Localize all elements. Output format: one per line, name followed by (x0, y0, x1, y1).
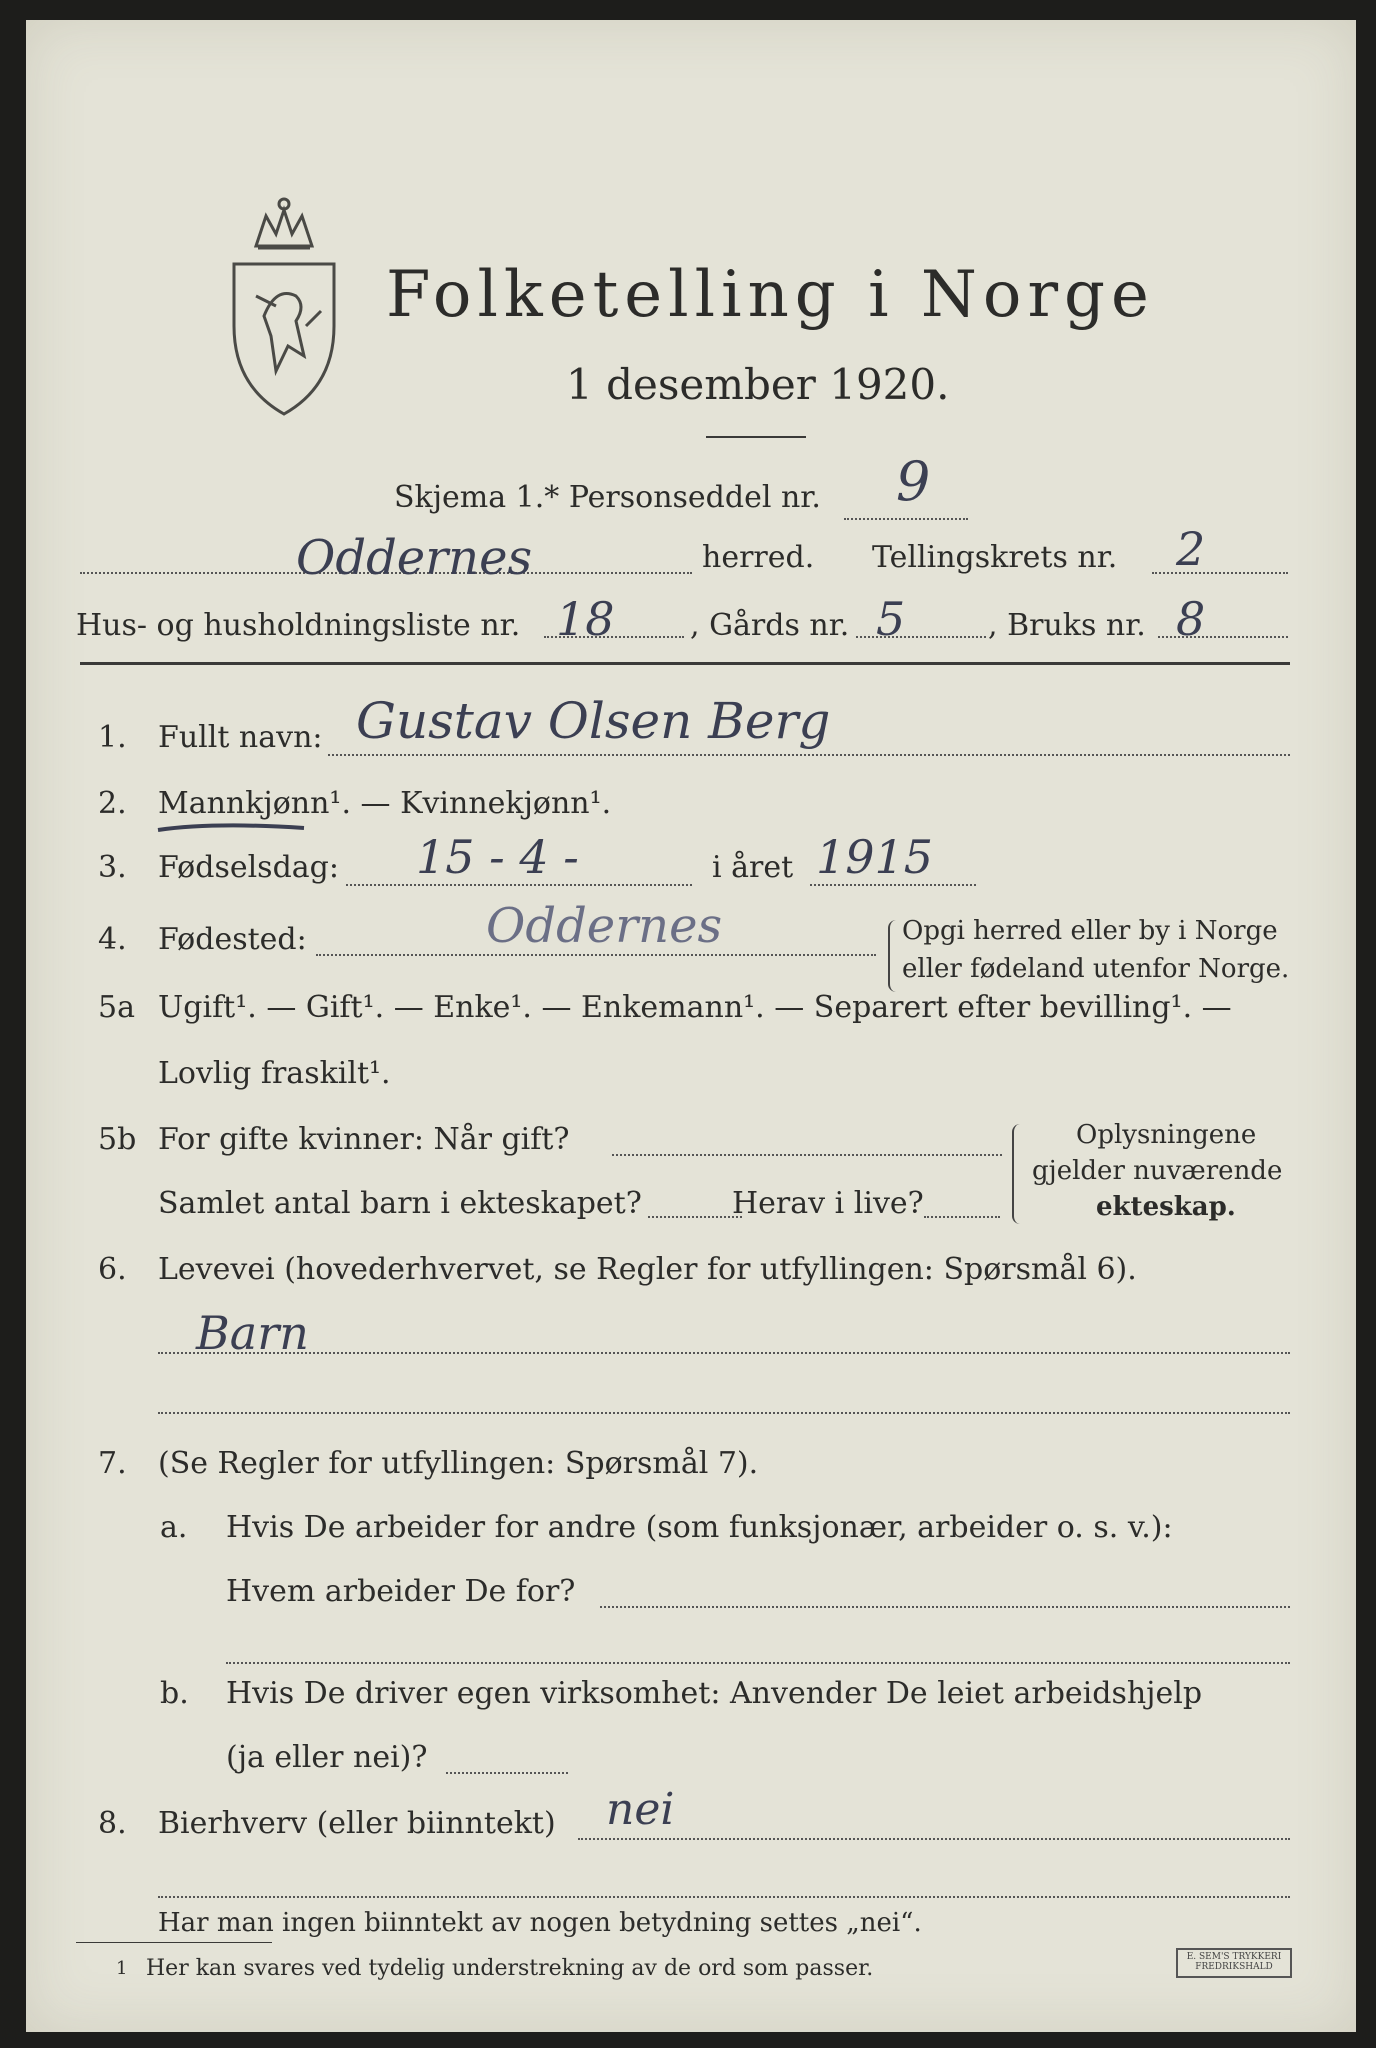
q1-full-name-value[interactable]: Gustav Olsen Berg (356, 692, 831, 750)
tellingskrets-label: Tellingskrets nr. (872, 540, 1118, 575)
q3-year-label: i året (712, 850, 794, 885)
skjema-label: Skjema 1.* Personseddel nr. (394, 480, 821, 515)
q1-line (328, 754, 1290, 756)
q6-label: Levevei (hovederhvervet, se Regler for utfyllingen: Spørsmål 6). (158, 1252, 1137, 1287)
q2-number: 2. (98, 786, 127, 821)
census-form-sheet (26, 20, 1356, 2032)
mannkjonn-underline-mark (154, 820, 314, 840)
q6-line1 (158, 1352, 1290, 1354)
q5a-marital-options: Ugift¹. — Gift¹. — Enke¹. — Enkemann¹. — Separert efter bevilling¹. — (158, 990, 1232, 1025)
title-divider (706, 436, 806, 438)
q8-line1 (578, 1838, 1290, 1840)
q7-number: 7. (98, 1446, 127, 1481)
q7b-label-2: (ja eller nei)? (226, 1740, 428, 1775)
personseddel-value[interactable]: 9 (896, 450, 931, 513)
gards-label: , Gårds nr. (690, 608, 850, 643)
q4-birthplace-value[interactable]: Oddernes (486, 898, 723, 954)
q3-year-value[interactable]: 1915 (816, 830, 934, 884)
q5b-married-line (612, 1154, 1002, 1156)
q5b-label-married: For gifte kvinner: Når gift? (158, 1122, 570, 1157)
q4-note-line2: eller fødeland utenfor Norge. (902, 954, 1290, 984)
q7a-number: a. (160, 1510, 188, 1545)
q2-gender-options: Mannkjønn¹. — Kvinnekjønn¹. (158, 786, 612, 821)
q5b-label-alive: Herav i live? (732, 1186, 924, 1221)
q4-brace (888, 920, 898, 992)
census-date: 1 desember 1920. (566, 360, 950, 409)
personseddel-line (844, 518, 968, 520)
q6-occupation-value[interactable]: Barn (196, 1306, 309, 1360)
q6-number: 6. (98, 1252, 127, 1287)
q7-label: (Se Regler for utfyllingen: Spørsmål 7). (158, 1446, 759, 1481)
q7b-line (446, 1772, 568, 1774)
q3-year-line (810, 884, 976, 886)
q5b-note-line2: gjelder nuværende (1032, 1156, 1283, 1186)
herred-label: herred. (702, 540, 815, 575)
q4-label: Fødested: (158, 922, 307, 957)
printer-stamp: E. SEM'S TRYKKERI FREDRIKSHALD (1176, 1948, 1292, 1978)
q3-birthdate-value[interactable]: 15 - 4 - (416, 830, 579, 884)
q7a-line1 (600, 1606, 1290, 1608)
tellingskrets-line (1152, 572, 1288, 574)
q5b-alive-line (924, 1216, 1000, 1218)
q8-number: 8. (98, 1806, 127, 1841)
q8-sideincome-value[interactable]: nei (606, 1784, 675, 1835)
hus-value[interactable]: 18 (556, 592, 615, 646)
q5a-number: 5a (98, 990, 135, 1025)
q7a-label: Hvis De arbeider for andre (som funksjonær, arbeider o. s. v.): (226, 1510, 1173, 1545)
q4-line (316, 954, 876, 956)
q7b-label: Hvis De driver egen virksomhet: Anvender De leiet arbeidshjelp (226, 1676, 1203, 1711)
q5b-brace (1012, 1124, 1024, 1224)
gards-value[interactable]: 5 (876, 592, 906, 646)
q3-number: 3. (98, 850, 127, 885)
footnote-rule (76, 1942, 272, 1943)
q5b-note-line3: ekteskap. (1096, 1192, 1236, 1222)
form-title: Folketelling i Norge (386, 258, 1155, 332)
footnote-text: Her kan svares ved tydelig understrekning av de ord som passer. (146, 1956, 874, 1981)
q3-date-line (346, 884, 692, 886)
q5a-marital-options-2: Lovlig fraskilt¹. (158, 1056, 391, 1091)
header-separator (80, 662, 1290, 665)
tellingskrets-value[interactable]: 2 (1176, 522, 1206, 576)
q6-line2 (158, 1412, 1290, 1414)
q7b-number: b. (160, 1676, 189, 1711)
q3-label: Fødselsdag: (158, 850, 339, 885)
q8-label: Bierhverv (eller biinntekt) (158, 1806, 556, 1841)
bruks-label: , Bruks nr. (988, 608, 1146, 643)
q5b-label-children: Samlet antal barn i ekteskapet? (158, 1186, 642, 1221)
q7a-label-2: Hvem arbeider De for? (226, 1574, 576, 1609)
q7a-line2 (226, 1662, 1290, 1664)
hus-label: Hus- og husholdningsliste nr. (76, 608, 521, 643)
bruks-value[interactable]: 8 (1176, 592, 1206, 646)
q4-note-line1: Opgi herred eller by i Norge (902, 916, 1278, 946)
herred-value[interactable]: Oddernes (296, 530, 533, 586)
q1-label: Fullt navn: (158, 720, 323, 755)
q4-number: 4. (98, 922, 127, 957)
footnote-mark: 1 (116, 1958, 128, 1979)
nei-instruction: Har man ingen biinntekt av nogen betydning settes „nei“. (158, 1908, 922, 1938)
q8-line2 (158, 1896, 1290, 1898)
q5b-number: 5b (98, 1122, 137, 1157)
q5b-children-line (648, 1216, 742, 1218)
norwegian-coat-of-arms (226, 196, 342, 418)
q5b-note-line1: Oplysningene (1076, 1120, 1257, 1150)
q1-number: 1. (98, 720, 127, 755)
